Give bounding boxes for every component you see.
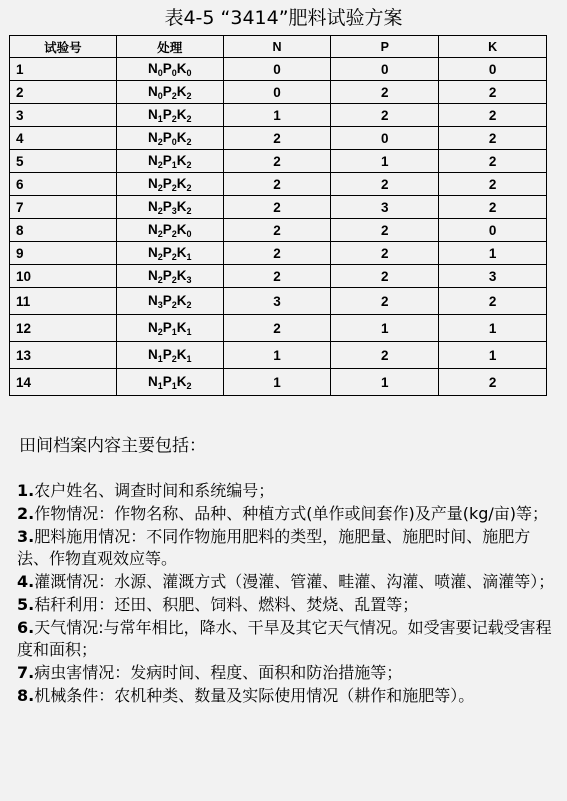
cell-treatment: $N_2P_1K_1$ — [116, 315, 223, 342]
cell-n: 0 — [223, 58, 331, 81]
cell-trial-no: 3 — [10, 104, 117, 127]
list-item — [17, 480, 557, 502]
header-k: K — [439, 36, 547, 58]
cell-n: 2 — [223, 315, 331, 342]
list-item-text: 农户姓名、调查时间和系统编号； — [34, 481, 275, 500]
cell-k: 1 — [439, 342, 547, 369]
cell-trial-no: 6 — [10, 173, 117, 196]
cell-k: 2 — [439, 104, 547, 127]
list-item — [17, 617, 557, 661]
cell-trial-no: 10 — [10, 265, 117, 288]
list-item — [17, 594, 557, 616]
cell-k: 2 — [439, 173, 547, 196]
cell-k: 1 — [439, 315, 547, 342]
table-row — [10, 219, 547, 242]
cell-n: 2 — [223, 196, 331, 219]
cell-treatment: $N_2P_0K_2$ — [116, 127, 223, 150]
table-row — [10, 81, 547, 104]
cell-treatment: $N_0P_0K_0$ — [116, 58, 223, 81]
cell-trial-no: 1 — [10, 58, 117, 81]
cell-trial-no: 5 — [10, 150, 117, 173]
list-item — [17, 526, 557, 570]
cell-treatment: $N_2P_2K_3$ — [116, 265, 223, 288]
cell-treatment: $N_0P_2K_2$ — [116, 81, 223, 104]
cell-trial-no: 9 — [10, 242, 117, 265]
cell-treatment: $N_3P_2K_2$ — [116, 288, 223, 315]
table-row — [10, 315, 547, 342]
table-row — [10, 58, 547, 81]
table-header-row — [10, 36, 547, 58]
list-item-text: 秸秆利用：还田、积肥、饲料、燃料、焚烧、乱置等； — [34, 595, 419, 614]
cell-trial-no: 12 — [10, 315, 117, 342]
table-row — [10, 173, 547, 196]
header-treatment: 处理 — [116, 36, 223, 58]
cell-p: 2 — [331, 342, 439, 369]
cell-trial-no: 14 — [10, 369, 117, 396]
list-item-text: 作物情况：作物名称、品种、种植方式(单作或间套作)及产量(kg/亩)等； — [34, 504, 549, 523]
table-row — [10, 342, 547, 369]
cell-treatment: $N_2P_2K_1$ — [116, 242, 223, 265]
list-item-text: 灌溉情况：水源、灌溉方式（漫灌、管灌、畦灌、沟灌、喷灌、滴灌等）； — [34, 572, 555, 591]
list-item — [17, 685, 557, 707]
cell-p: 3 — [331, 196, 439, 219]
cell-n: 0 — [223, 81, 331, 104]
cell-p: 2 — [331, 265, 439, 288]
list-item-number: 4. — [17, 572, 35, 591]
cell-treatment: $N_2P_3K_2$ — [116, 196, 223, 219]
cell-k: 2 — [439, 196, 547, 219]
header-p: P — [331, 36, 439, 58]
table-title: 表4-5 “3414”肥料试验方案 — [164, 7, 403, 29]
table-row — [10, 242, 547, 265]
cell-p: 2 — [331, 173, 439, 196]
cell-n: 2 — [223, 265, 331, 288]
table-row — [10, 265, 547, 288]
table-row — [10, 196, 547, 219]
cell-p: 2 — [331, 219, 439, 242]
list-item-number: 7. — [17, 663, 35, 682]
cell-p: 2 — [331, 288, 439, 315]
cell-treatment: $N_1P_1K_2$ — [116, 369, 223, 396]
list-item — [17, 503, 557, 525]
cell-n: 1 — [223, 342, 331, 369]
cell-trial-no: 8 — [10, 219, 117, 242]
cell-trial-no: 7 — [10, 196, 117, 219]
cell-k: 2 — [439, 150, 547, 173]
list-item-number: 1. — [17, 481, 35, 500]
cell-n: 1 — [223, 104, 331, 127]
list-item — [17, 571, 557, 593]
cell-trial-no: 11 — [10, 288, 117, 315]
cell-p: 1 — [331, 315, 439, 342]
archive-contents-list — [17, 480, 557, 708]
cell-k: 2 — [439, 81, 547, 104]
cell-k: 2 — [439, 369, 547, 396]
cell-p: 1 — [331, 150, 439, 173]
cell-n: 2 — [223, 150, 331, 173]
table-row — [10, 150, 547, 173]
list-item-number: 2. — [17, 504, 35, 523]
cell-k: 1 — [439, 242, 547, 265]
cell-treatment: $N_2P_1K_2$ — [116, 150, 223, 173]
table-row — [10, 127, 547, 150]
cell-p: 0 — [331, 127, 439, 150]
cell-trial-no: 2 — [10, 81, 117, 104]
list-item-number: 8. — [17, 686, 35, 705]
list-item-number: 6. — [17, 618, 35, 637]
fertilizer-trial-table — [9, 35, 547, 396]
cell-p: 2 — [331, 81, 439, 104]
header-trial-no: 试验号 — [10, 36, 117, 58]
cell-p: 0 — [331, 58, 439, 81]
list-item-number: 3. — [17, 527, 35, 546]
list-item-text: 肥料施用情况：不同作物施用肥料的类型，施肥量、施肥时间、施肥方法、作物直观效应等。 — [17, 527, 531, 568]
cell-k: 0 — [439, 219, 547, 242]
list-item — [17, 662, 557, 684]
cell-n: 1 — [223, 369, 331, 396]
cell-n: 3 — [223, 288, 331, 315]
cell-treatment: $N_2P_2K_0$ — [116, 219, 223, 242]
archive-heading: 田间档案内容主要包括： — [19, 436, 206, 456]
cell-k: 0 — [439, 58, 547, 81]
cell-n: 2 — [223, 173, 331, 196]
list-item-text: 病虫害情况：发病时间、程度、面积和防治措施等； — [34, 663, 403, 682]
table-row — [10, 288, 547, 315]
list-item-text: 机械条件：农机种类、数量及实际使用情况（耕作和施肥等）。 — [34, 686, 475, 705]
list-item-text: 天气情况:与常年相比，降水、干旱及其它天气情况。如受害要记载受害程度和面积； — [17, 618, 552, 659]
cell-treatment: $N_1P_2K_1$ — [116, 342, 223, 369]
cell-n: 2 — [223, 127, 331, 150]
table-body — [10, 58, 547, 396]
cell-p: 2 — [331, 242, 439, 265]
cell-n: 2 — [223, 219, 331, 242]
header-n: N — [223, 36, 331, 58]
table-row — [10, 104, 547, 127]
cell-treatment: $N_1P_2K_2$ — [116, 104, 223, 127]
cell-k: 2 — [439, 288, 547, 315]
cell-trial-no: 13 — [10, 342, 117, 369]
list-item-number: 5. — [17, 595, 35, 614]
table-row — [10, 369, 547, 396]
cell-n: 2 — [223, 242, 331, 265]
cell-p: 2 — [331, 104, 439, 127]
cell-p: 1 — [331, 369, 439, 396]
cell-treatment: $N_2P_2K_2$ — [116, 173, 223, 196]
cell-trial-no: 4 — [10, 127, 117, 150]
cell-k: 2 — [439, 127, 547, 150]
cell-k: 3 — [439, 265, 547, 288]
